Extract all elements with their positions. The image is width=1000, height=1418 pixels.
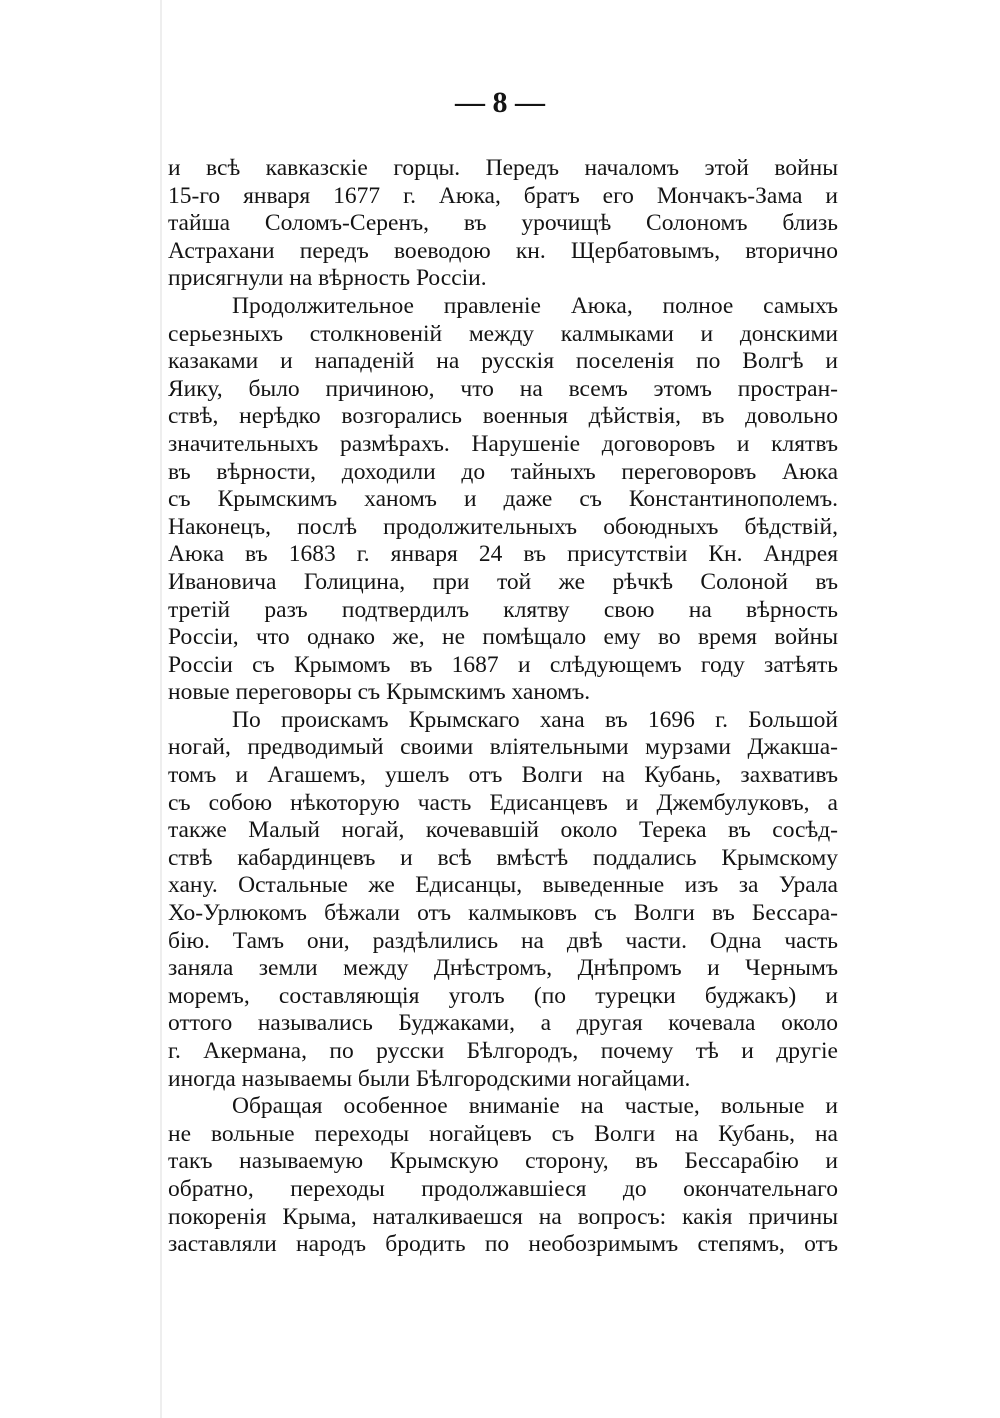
text-line: третій разъ подтвердилъ клятву свою на вѣрность bbox=[168, 596, 838, 623]
text-line: съ Крымскимъ ханомъ и даже съ Константинополемъ. bbox=[168, 486, 838, 513]
text-line: оттого назывались Буджаками, а другая кочевала около bbox=[168, 1010, 838, 1037]
text-line: серьезныхъ столкновеній между калмыками и донскими bbox=[168, 320, 838, 347]
text-line: въ вѣрности, доходили до тайныхъ переговоровъ Аюка bbox=[168, 458, 838, 485]
text-line: Астрахани передъ воеводою кн. Щербатовымъ, вторично bbox=[168, 237, 838, 264]
body-text bbox=[168, 155, 838, 1259]
text-line: иногда называемы были Бѣлгородскими ногайцами. bbox=[168, 1065, 691, 1092]
text-line: ногай, предводимый своими вліятельными мурзами Джакша- bbox=[168, 734, 838, 761]
page-number: — 8 — bbox=[455, 86, 545, 119]
text-line: Продолжительное правленіе Аюка, полное самыхъ bbox=[232, 292, 838, 319]
text-line: Обращая особенное вниманіе на частые, вольные и bbox=[232, 1093, 838, 1120]
text-line: Хо-Урлюкомъ бѣжали отъ калмыковъ съ Волги въ Бессара- bbox=[168, 900, 838, 927]
text-line: присягнули на вѣрность Россіи. bbox=[168, 265, 487, 292]
text-line: ствѣ кабардинцевъ и всѣ вмѣстѣ поддались Крымскому bbox=[168, 844, 838, 871]
text-line: томъ и Агашемъ, ушелъ отъ Волги на Кубань, захвативъ bbox=[168, 762, 838, 789]
text-line: ствѣ, нерѣдко возгорались военныя дѣйствія, въ довольно bbox=[168, 403, 838, 430]
text-line: также Малый ногай, кочевавшій около Терека въ сосѣд- bbox=[168, 817, 838, 844]
text-line: тайша Соломъ-Серенъ, въ урочищѣ Солономъ близь bbox=[168, 210, 838, 237]
paragraph-4 bbox=[168, 1093, 838, 1259]
text-line: 15-го января 1677 г. Аюка, братъ его Мончакъ-Зама и bbox=[168, 182, 838, 209]
text-line: такъ называемую Крымскую сторону, въ Бессарабію и bbox=[168, 1148, 838, 1175]
text-line: не вольные переходы ногайцевъ съ Волги на Кубань, на bbox=[168, 1120, 838, 1147]
text-line: Наконецъ, послѣ продолжительныхъ обоюдныхъ бѣдствій, bbox=[168, 513, 838, 540]
text-line: хану. Остальные же Едисанцы, выведенные изъ за Урала bbox=[168, 872, 838, 899]
paragraph-3 bbox=[168, 707, 838, 1093]
text-line: Яику, было причиною, что на всемъ этомъ простран- bbox=[168, 375, 838, 402]
paragraph-2 bbox=[168, 293, 838, 707]
text-line: заняла земли между Днѣстромъ, Днѣпромъ и Чернымъ bbox=[168, 955, 838, 982]
paragraph-1 bbox=[168, 155, 838, 293]
text-line: По проискамъ Крымскаго хана въ 1696 г. Большой bbox=[232, 706, 838, 733]
text-line: Ивановича Голицина, при той же рѣчкѣ Солоной въ bbox=[168, 568, 838, 595]
text-line: моремъ, составляющія уголъ (по турецки буджакъ) и bbox=[168, 982, 838, 1009]
text-line: Россіи съ Крымомъ въ 1687 и слѣдующемъ году затѣять bbox=[168, 651, 838, 678]
text-line: съ собою нѣкоторую часть Едисанцевъ и Джембулуковъ, а bbox=[168, 789, 838, 816]
text-line: Аюка въ 1683 г. января 24 въ присутствіи Кн. Андрея bbox=[168, 541, 838, 568]
text-line: Россіи, что однако же, не помѣщало ему во время войны bbox=[168, 624, 838, 651]
text-line: и всѣ кавказскіе горцы. Передъ началомъ этой войны bbox=[168, 155, 838, 181]
text-line: покоренія Крыма, наталкиваешся на вопросъ: какія причины bbox=[168, 1203, 838, 1230]
text-line: обратно, переходы продолжавшіеся до окончательнаго bbox=[168, 1175, 838, 1202]
text-line: казаками и нападеній на русскія поселенія по Волгѣ и bbox=[168, 348, 838, 375]
text-line: г. Акермана, по русски Бѣлгородъ, почему тѣ и другіе bbox=[168, 1038, 838, 1064]
text-line: значительныхъ размѣрахъ. Нарушеніе договоровъ и клятвъ bbox=[168, 430, 838, 457]
text-line: новые переговоры съ Крымскимъ ханомъ. bbox=[168, 679, 591, 706]
text-line: бію. Тамъ они, раздѣлились на двѣ части. Одна часть bbox=[168, 927, 838, 954]
scan-edge-divider bbox=[160, 0, 162, 1418]
text-line: заставляли народъ бродить по необозримымъ степямъ, отъ bbox=[168, 1231, 838, 1258]
